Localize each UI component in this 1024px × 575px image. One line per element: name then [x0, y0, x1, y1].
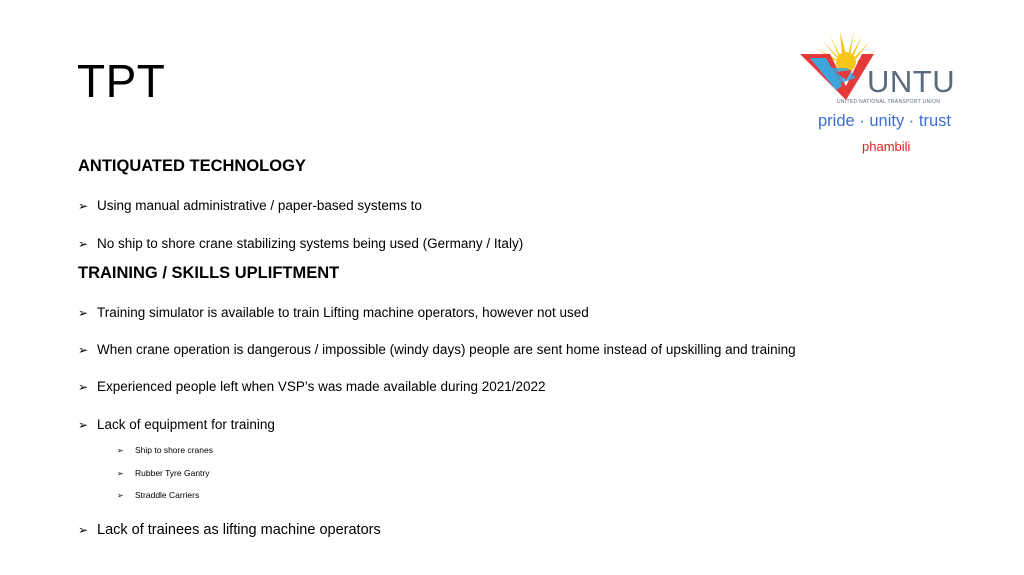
arrow-bullet-icon: ➢ — [117, 446, 124, 455]
logo-name: UNTU — [867, 64, 956, 99]
sub-list-item: ➢ Ship to shore cranes — [117, 445, 213, 455]
list-item: ➢ Lack of equipment for training — [78, 417, 275, 432]
logo-subtitle: UNITED NATIONAL TRANSPORT UNION — [837, 99, 941, 105]
arrow-bullet-icon: ➢ — [117, 491, 124, 500]
list-item: ➢ Lack of trainees as lifting machine operators — [78, 522, 381, 538]
logo-tagline: pride · unity · trust — [818, 112, 951, 130]
slide-title: TPT — [77, 55, 166, 107]
arrow-bullet-icon: ➢ — [78, 418, 89, 432]
arrow-bullet-icon: ➢ — [78, 380, 89, 394]
sub-list-item: ➢ Rubber Tyre Gantry — [117, 468, 210, 478]
section-heading-training: TRAINING / SKILLS UPLIFTMENT — [78, 264, 340, 282]
arrow-bullet-icon: ➢ — [78, 523, 89, 537]
section-heading-technology: ANTIQUATED TECHNOLOGY — [78, 157, 306, 175]
arrow-bullet-icon: ➢ — [117, 469, 124, 478]
list-item: ➢ Using manual administrative / paper-based systems to — [78, 198, 422, 213]
arrow-bullet-icon: ➢ — [78, 343, 89, 357]
sub-list-item: ➢ Straddle Carriers — [117, 490, 200, 500]
arrow-bullet-icon: ➢ — [78, 237, 89, 251]
list-item: ➢ Training simulator is available to train Lifting machine operators, however not used — [78, 305, 589, 320]
list-item: ➢ When crane operation is dangerous / impossible (windy days) people are sent home instead of upskilling and training — [78, 342, 796, 357]
arrow-bullet-icon: ➢ — [78, 306, 89, 320]
list-item: ➢ No ship to shore crane stabilizing systems being used (Germany / Italy) — [78, 236, 524, 251]
arrow-bullet-icon: ➢ — [78, 199, 89, 213]
list-item: ➢ Experienced people left when VSP’s was made available during 2021/2022 — [78, 379, 546, 394]
logo-motto: phambili — [862, 139, 911, 154]
